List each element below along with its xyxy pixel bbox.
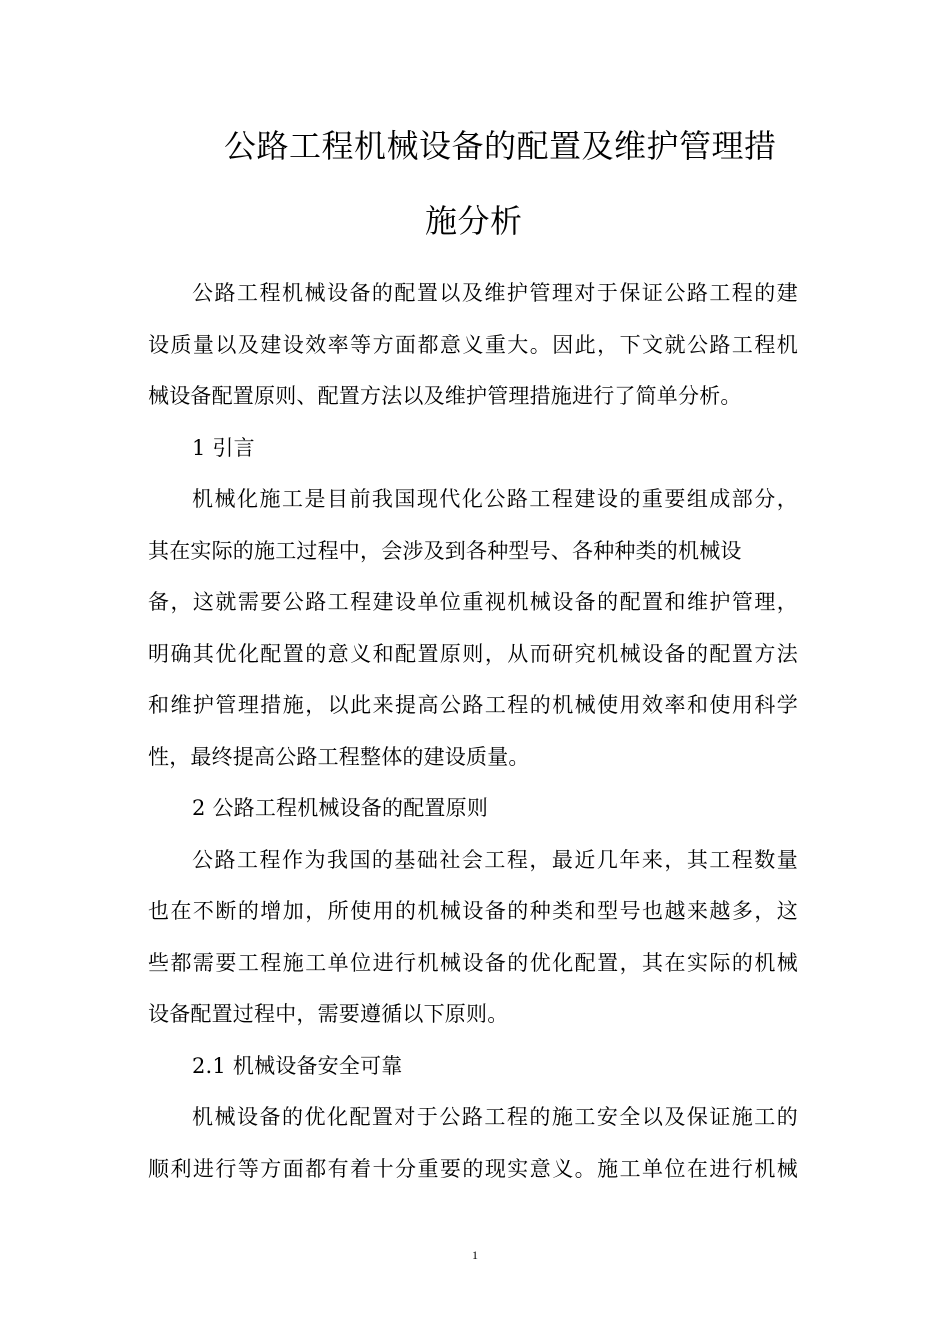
intro-line-6: 性，最终提高公路工程整体的建设质量。 <box>148 745 530 769</box>
intro-line-5: 和维护管理措施，以此来提高公路工程的机械使用效率和使用科学 <box>148 693 798 717</box>
abstract-line-2: 设质量以及建设效率等方面都意义重大。因此，下文就公路工程机 <box>148 333 798 357</box>
page-number: 1 <box>472 1248 478 1262</box>
section-heading-intro: 1 引言 <box>192 436 255 460</box>
abstract-line-3: 械设备配置原则、配置方法以及维护管理措施进行了简单分析。 <box>148 384 742 408</box>
section-heading-principles: 2 公路工程机械设备的配置原则 <box>192 796 489 820</box>
intro-line-1: 机械化施工是目前我国现代化公路工程建设的重要组成部分， <box>192 487 798 511</box>
intro-line-2: 其在实际的施工过程中，会涉及到各种型号、各种种类的机械设 <box>148 539 742 563</box>
abstract-line-1: 公路工程机械设备的配置以及维护管理对于保证公路工程的建 <box>192 281 798 305</box>
principles-line-4: 设备配置过程中，需要遵循以下原则。 <box>148 1002 509 1026</box>
principles-line-3: 些都需要工程施工单位进行机械设备的优化配置，其在实际的机械 <box>148 951 798 975</box>
intro-line-4: 明确其优化配置的意义和配置原则，从而研究机械设备的配置方法 <box>148 642 798 666</box>
safety-line-1: 机械设备的优化配置对于公路工程的施工安全以及保证施工的 <box>192 1105 798 1129</box>
safety-line-2: 顺利进行等方面都有着十分重要的现实意义。施工单位在进行机械 <box>148 1157 798 1181</box>
principles-line-2: 也在不断的增加，所使用的机械设备的种类和型号也越来越多，这 <box>148 899 798 923</box>
section-heading-safety: 2.1 机械设备安全可靠 <box>192 1054 403 1078</box>
document-title-line-2: 施分析 <box>425 202 523 240</box>
principles-line-1: 公路工程作为我国的基础社会工程，最近几年来，其工程数量 <box>192 848 798 872</box>
document-title-line-1: 公路工程机械设备的配置及维护管理措 <box>224 127 777 165</box>
intro-line-3: 备，这就需要公路工程建设单位重视机械设备的配置和维护管理， <box>148 590 798 614</box>
